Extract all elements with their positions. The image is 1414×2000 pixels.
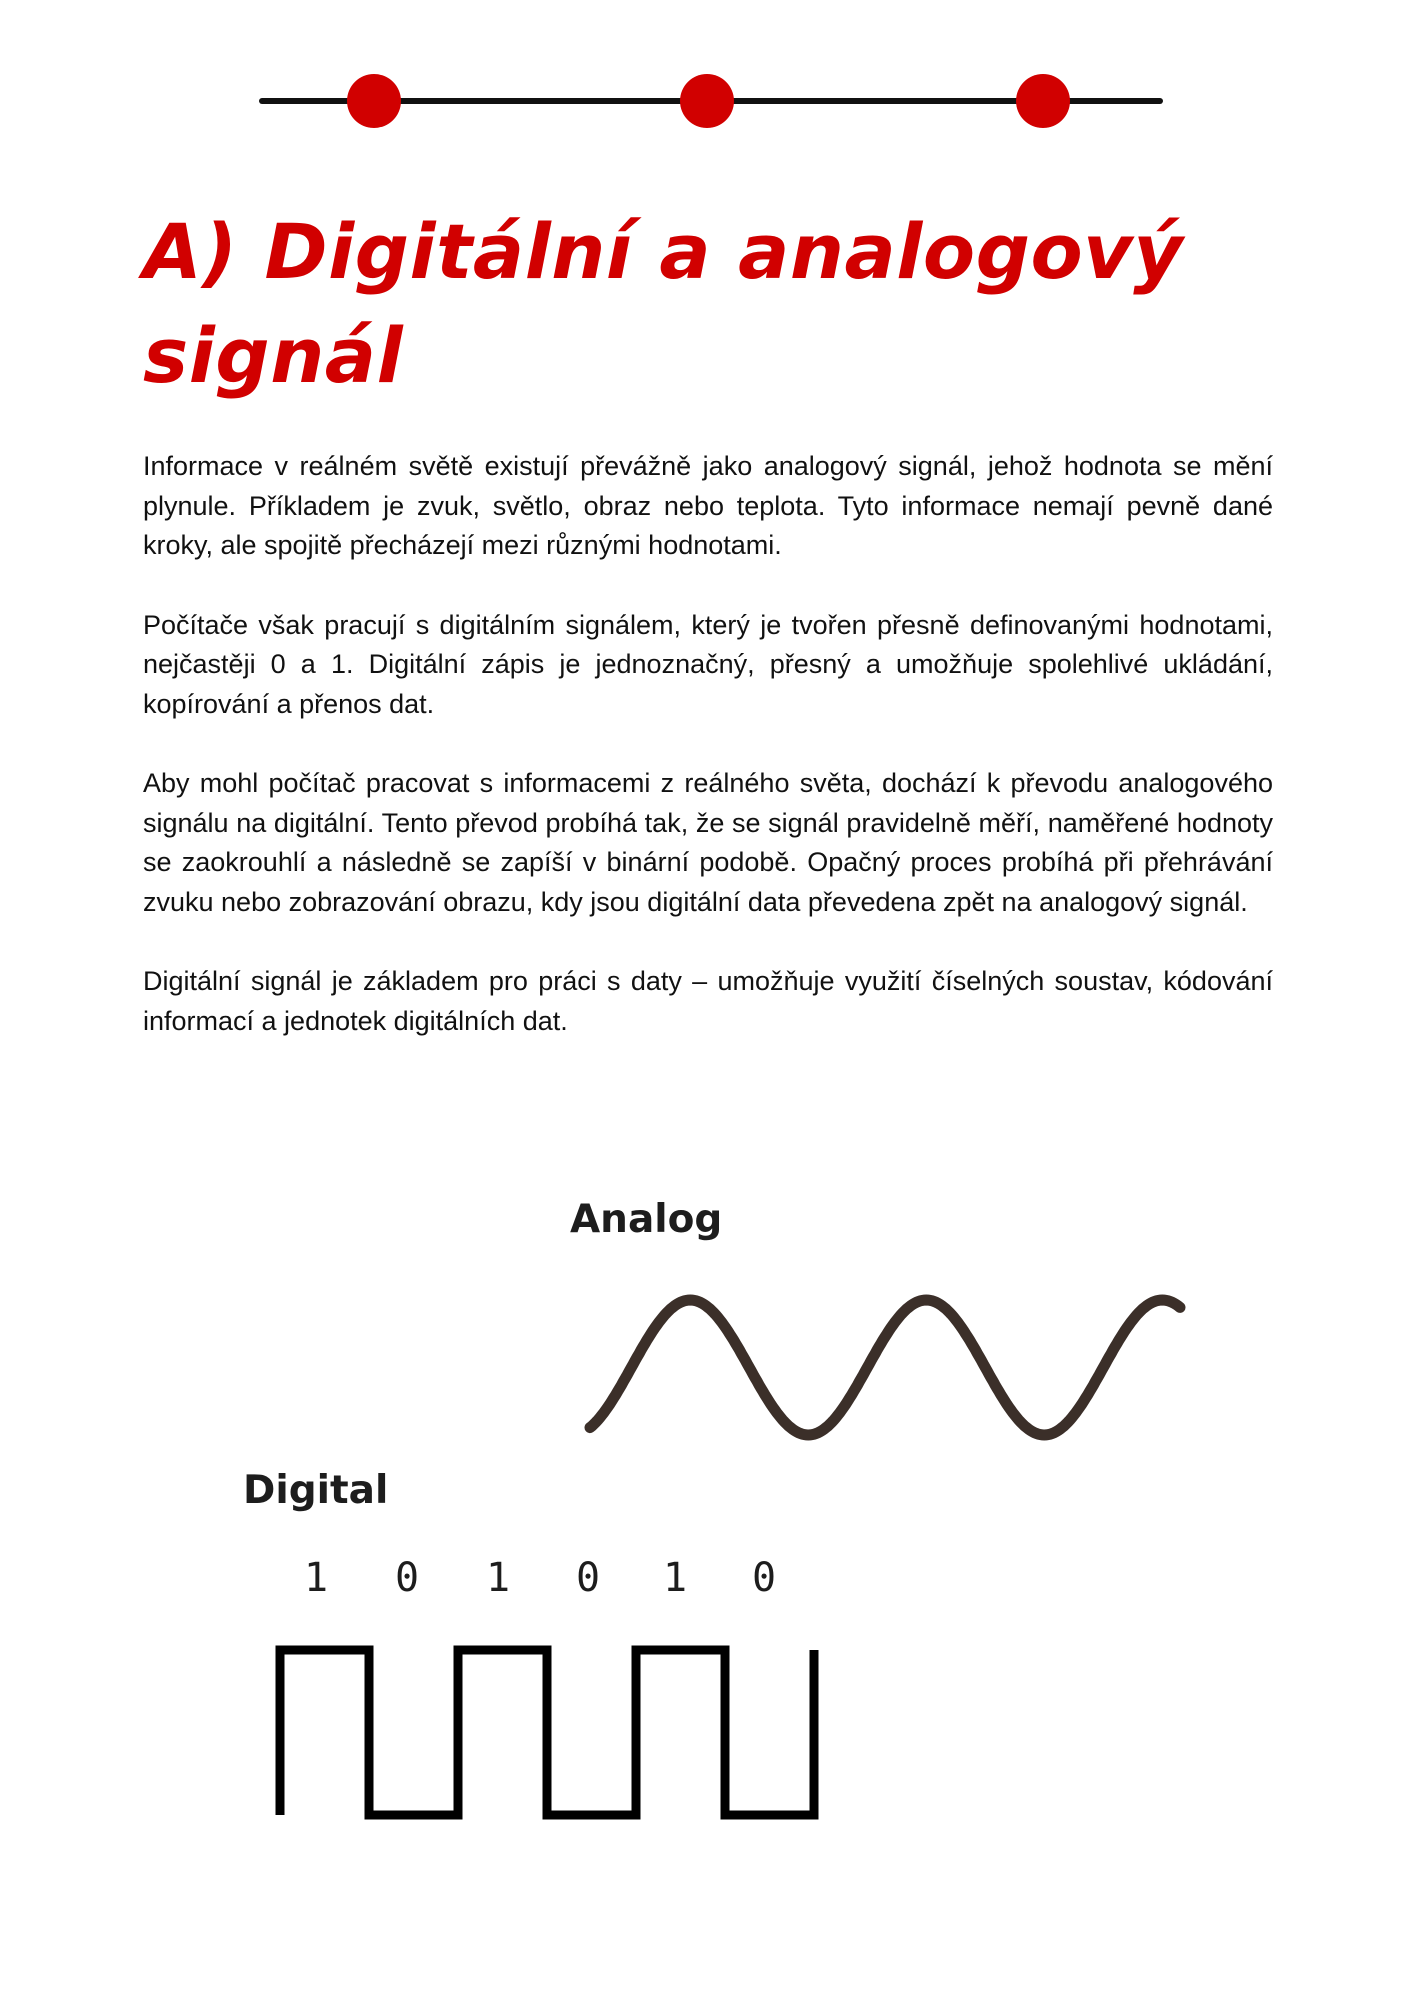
page-title: A) Digitální a analogový signál [143, 207, 1184, 400]
bit-label: 1 [662, 1555, 688, 1601]
decor-dot-center [680, 74, 734, 128]
bit-label: 0 [394, 1555, 420, 1601]
bit-label: 1 [485, 1555, 511, 1601]
digital-wave [260, 1630, 830, 1830]
bit-sequence [0, 1555, 1414, 1615]
bit-label: 0 [575, 1555, 601, 1601]
decor-dot-right [1016, 74, 1070, 128]
paragraph: Digitální signál je základem pro práci s daty – umožňuje využití číselných soustav, kódování informací a jednotek digitálních dat. [143, 966, 1273, 1036]
paragraph: Informace v reálném světě existují převážně jako analogový signál, jehož hodnota se mění plynule. Příkladem je zvuk, světlo, obraz nebo teplota. Tyto informace nemají pevně dané kroky, ale spojitě přecházejí mezi různými hodnotami. [143, 451, 1273, 560]
header-decoration [0, 0, 1414, 200]
bit-label: 0 [751, 1555, 777, 1601]
digital-label: Digital [243, 1468, 389, 1513]
digital-wave-line [280, 1650, 814, 1815]
analog-label: Analog [570, 1197, 723, 1242]
bit-label: 1 [303, 1555, 329, 1601]
decor-dot-left [347, 74, 401, 128]
paragraph: Počítače však pracují s digitálním signálem, který je tvořen přesně definovanými hodnotami, nejčastěji 0 a 1. Digitální zápis je jednoznačný, přesný a umožňuje spolehlivé ukládání, kopírování a přenos dat. [143, 609, 1273, 719]
analog-wave-line [590, 1300, 1180, 1435]
paragraph: Aby mohl počítač pracovat s informacemi z reálného světa, dochází k převodu analogového signálu na digitální. Tento převod probíhá tak, že se signál pravidelně měří, naměřené hodnoty se zaokrouhlí a následně se zapíší v binární podobě. Opačný proces probíhá při přehrávání zvuku nebo zobrazování obrazu, kdy jsou digitální data převedena zpět na analogový signál. [143, 768, 1273, 917]
body-text [143, 447, 1273, 1081]
analog-wave [560, 1270, 1200, 1450]
